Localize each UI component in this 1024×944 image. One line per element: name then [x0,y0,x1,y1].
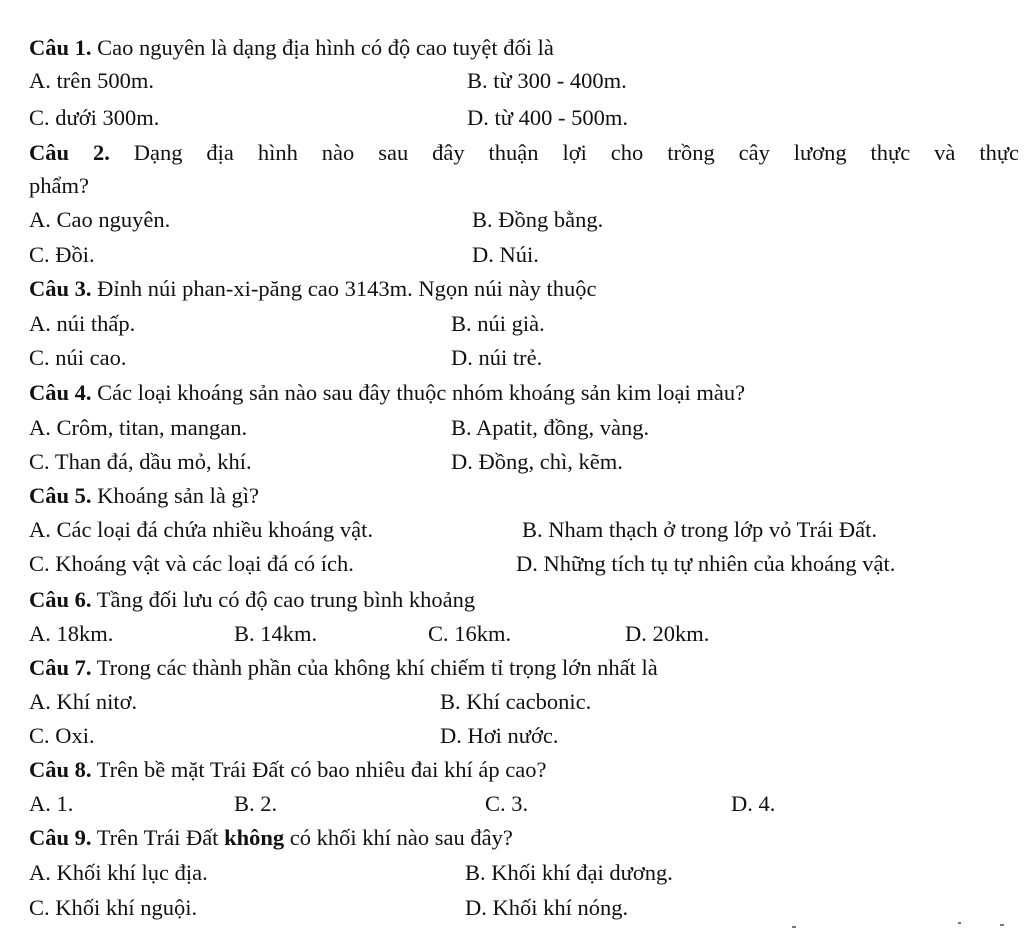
option-a[interactable]: A. 18km. [29,621,114,646]
question-label: Câu 5. [29,483,92,508]
question-7 [0,651,1024,685]
question-label: Câu 2. [29,140,110,165]
question-4-options-row-1 [0,411,1024,445]
question-text: Cao nguyên là dạng địa hình có độ cao tuyệt đối là [97,35,554,60]
question-8 [0,753,1024,787]
option-a[interactable]: A. trên 500m. [29,68,154,93]
question-5 [0,479,1024,513]
question-9-options-row-2 [0,891,1024,925]
question-text-before: Trên Trái Đất [96,825,219,850]
question-7-options-row-2 [0,719,1024,753]
option-d[interactable]: D. Khối khí nóng. [465,895,629,920]
option-a[interactable]: A. Các loại đá chứa nhiều khoáng vật. [29,517,373,542]
question-text: Trên bề mặt Trái Đất có bao nhiêu đai khí áp cao? [96,757,547,782]
question-label: Câu 3. [29,276,92,301]
option-d[interactable]: D. 20km. [625,621,710,646]
question-1-options-row-1 [0,64,1024,98]
question-2 [0,136,1024,170]
question-text: Khoáng sản là gì? [97,483,259,508]
question-2-options-row-1 [0,203,1024,237]
option-a[interactable]: A. Khối khí lục địa. [29,860,208,885]
question-label: Câu 8. [29,757,92,782]
option-c[interactable]: C. dưới 300m. [29,105,160,130]
option-c[interactable]: C. Khối khí nguội. [29,895,198,920]
option-b[interactable]: B. Khí cacbonic. [440,689,592,714]
question-5-options-row-2 [0,547,1024,581]
question-text: Trong các thành phần của không khí chiếm tỉ trọng lớn nhất là [96,655,658,680]
question-label: Câu 4. [29,380,92,405]
option-b[interactable]: B. Khối khí đại dương. [465,860,673,885]
option-d[interactable]: D. Những tích tụ tự nhiên của khoáng vật. [516,551,896,576]
question-7-options-row-1 [0,685,1024,719]
question-3 [0,272,1024,306]
question-text: Đỉnh núi phan-xi-păng cao 3143m. Ngọn núi này thuộc [97,276,597,301]
question-1 [0,31,1024,65]
question-5-options-row-1 [0,513,1024,547]
option-b[interactable]: B. từ 300 - 400m. [467,68,627,93]
scan-speck [958,922,961,924]
question-text: Dạng địa hình nào sau đây thuận lợi cho trồng cây lương thực và thực [133,140,1019,165]
question-label: Câu 6. [29,587,92,612]
option-d[interactable]: D. núi trẻ. [451,345,543,370]
question-3-options-row-1 [0,307,1024,341]
option-a[interactable]: A. 1. [29,791,74,816]
option-a[interactable]: A. Khí nitơ. [29,689,138,714]
option-c[interactable]: C. Than đá, dầu mỏ, khí. [29,449,252,474]
option-c[interactable]: C. 16km. [428,621,512,646]
question-4 [0,376,1024,410]
scan-speck [1000,924,1004,926]
question-2-options-row-2 [0,238,1024,272]
question-text: Các loại khoáng sản nào sau đây thuộc nhóm khoáng sản kim loại màu? [97,380,746,405]
question-text-continued: phẩm? [29,173,89,198]
option-c[interactable]: C. Oxi. [29,723,95,748]
option-d[interactable]: D. Hơi nước. [440,723,559,748]
question-label: Câu 9. [29,825,92,850]
question-2-continued [0,169,1024,203]
question-9-options-row-1 [0,856,1024,890]
option-a[interactable]: A. Cao nguyên. [29,207,171,232]
option-c[interactable]: C. Đồi. [29,242,95,267]
question-text: Tầng đối lưu có độ cao trung bình khoảng [96,587,476,612]
option-b[interactable]: B. Apatit, đồng, vàng. [451,415,650,440]
option-b[interactable]: B. Nham thạch ở trong lớp vỏ Trái Đất. [522,517,878,542]
option-c[interactable]: C. 3. [485,791,529,816]
option-d[interactable]: D. 4. [731,791,776,816]
option-b[interactable]: B. 14km. [234,621,318,646]
question-1-options-row-2 [0,101,1024,135]
question-6-options-row [0,617,1024,651]
option-a[interactable]: A. Crôm, titan, mangan. [29,415,248,440]
option-d[interactable]: D. từ 400 - 500m. [467,105,628,130]
option-b[interactable]: B. 2. [234,791,278,816]
question-text-emphasis: không [224,825,285,850]
option-d[interactable]: D. Đồng, chì, kẽm. [451,449,623,474]
question-text-after: có khối khí nào sau đây? [289,825,513,850]
option-a[interactable]: A. núi thấp. [29,311,136,336]
question-label: Câu 7. [29,655,92,680]
option-c[interactable]: C. núi cao. [29,345,127,370]
question-3-options-row-2 [0,341,1024,375]
option-d[interactable]: D. Núi. [472,242,539,267]
question-label: Câu 1. [29,35,92,60]
question-9 [0,821,1024,855]
option-b[interactable]: B. núi già. [451,311,545,336]
question-4-options-row-2 [0,445,1024,479]
option-c[interactable]: C. Khoáng vật và các loại đá có ích. [29,551,354,576]
option-b[interactable]: B. Đồng bằng. [472,207,604,232]
question-6 [0,583,1024,617]
question-8-options-row [0,787,1024,821]
scan-speck [792,926,796,928]
